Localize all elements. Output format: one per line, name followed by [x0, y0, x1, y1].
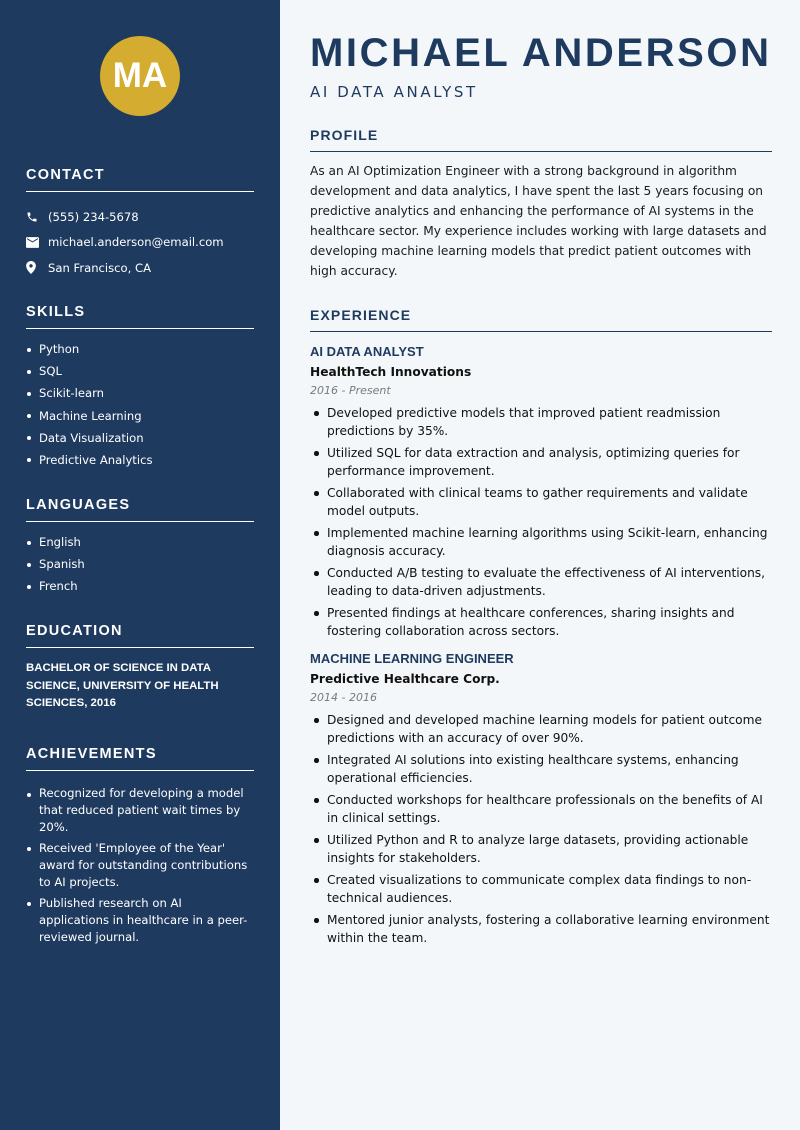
job-company: Predictive Healthcare Corp. — [310, 672, 500, 686]
skills-list — [26, 340, 254, 469]
education-section — [26, 623, 254, 713]
list-item: Collaborated with clinical teams to gather requirements and validate model outputs. — [310, 484, 772, 520]
contact-heading: CONTACT — [26, 167, 254, 192]
list-item: Data Visualization — [26, 429, 254, 447]
languages-section — [26, 497, 254, 600]
list-item: Utilized SQL for data extraction and analysis, optimizing queries for performance improvement. — [310, 444, 772, 480]
job-company: HealthTech Innovations — [310, 365, 472, 379]
phone-text[interactable]: (555) 234-5678 — [48, 209, 139, 224]
contact-location — [26, 255, 254, 281]
job-role: MACHINE LEARNING ENGINEER — [310, 651, 514, 666]
list-item: Utilized Python and R to analyze large datasets, providing actionable insights for stakeholders. — [310, 831, 772, 867]
job-entry — [310, 651, 772, 947]
list-item: Conducted A/B testing to evaluate the effectiveness of AI interventions, leading to data-driven adjustments. — [310, 564, 772, 600]
job-role: AI DATA ANALYST — [310, 344, 424, 359]
list-item: Recognized for developing a model that reduced patient wait times by 20%. — [26, 785, 254, 836]
list-item: Python — [26, 340, 254, 358]
location-text: San Francisco, CA — [48, 260, 152, 275]
person-name: MICHAEL ANDERSON — [310, 31, 772, 75]
languages-heading: LANGUAGES — [26, 497, 254, 522]
profile-text: As an AI Optimization Engineer with a strong background in algorithm development and data analytics, I have spent the last 5 years focusing on predictive analytics and enhancing the performance of AI systems in the healthcare sector. My experience includes working with large datasets and developing machine learning models that predict patient outcomes with high accuracy. — [310, 164, 767, 278]
list-item: Presented findings at healthcare conferences, sharing insights and fostering collaboration across sectors. — [310, 604, 772, 640]
achievements-section — [26, 746, 254, 949]
phone-icon — [26, 211, 48, 223]
contact-list — [26, 204, 254, 281]
list-item: French — [26, 577, 254, 595]
list-item: Developed predictive models that improved patient readmission predictions by 35%. — [310, 404, 772, 440]
list-item: Published research on AI applications in healthcare in a peer-reviewed journal. — [26, 895, 254, 946]
job-dates: 2016 - Present — [310, 384, 391, 397]
job-dates: 2014 - 2016 — [310, 691, 377, 704]
list-item: Predictive Analytics — [26, 451, 254, 469]
achievements-heading: ACHIEVEMENTS — [26, 746, 254, 771]
contact-section — [26, 167, 254, 281]
list-item: Received 'Employee of the Year' award for outstanding contributions to AI projects. — [26, 840, 254, 891]
list-item: Conducted workshops for healthcare professionals on the benefits of AI in clinical settings. — [310, 791, 772, 827]
education-text: BACHELOR OF SCIENCE IN DATA SCIENCE, UNIVERSITY OF HEALTH SCIENCES, 2016 — [26, 662, 219, 709]
list-item: Machine Learning — [26, 407, 254, 425]
location-pin-icon — [26, 261, 48, 274]
languages-list — [26, 533, 254, 595]
list-item: Designed and developed machine learning models for patient outcome predictions with an accuracy of over 90%. — [310, 711, 772, 747]
list-item: Created visualizations to communicate complex data findings to non-technical audiences. — [310, 871, 772, 907]
contact-phone — [26, 204, 254, 230]
profile-heading: PROFILE — [310, 127, 772, 152]
education-heading: EDUCATION — [26, 623, 254, 648]
profile-section — [310, 127, 772, 281]
experience-section — [310, 307, 772, 951]
list-item: SQL — [26, 362, 254, 380]
list-item: Scikit-learn — [26, 384, 254, 402]
list-item: Integrated AI solutions into existing healthcare systems, enhancing operational efficiencies. — [310, 751, 772, 787]
list-item: Mentored junior analysts, fostering a collaborative learning environment within the team. — [310, 911, 772, 947]
experience-heading: EXPERIENCE — [310, 307, 772, 332]
achievements-list — [26, 785, 254, 946]
list-item: English — [26, 533, 254, 551]
person-title: AI DATA ANALYST — [310, 83, 478, 101]
sidebar — [0, 0, 280, 1130]
list-item: Spanish — [26, 555, 254, 573]
job-bullets — [310, 404, 772, 640]
skills-section — [26, 304, 254, 473]
avatar-initials: MA — [100, 36, 180, 116]
job-bullets — [310, 711, 772, 947]
skills-heading: SKILLS — [26, 304, 254, 329]
list-item: Implemented machine learning algorithms using Scikit-learn, enhancing diagnosis accuracy. — [310, 524, 772, 560]
email-icon — [26, 237, 48, 248]
contact-email — [26, 230, 254, 256]
email-text[interactable]: michael.anderson@email.com — [48, 235, 224, 250]
job-entry — [310, 344, 772, 640]
